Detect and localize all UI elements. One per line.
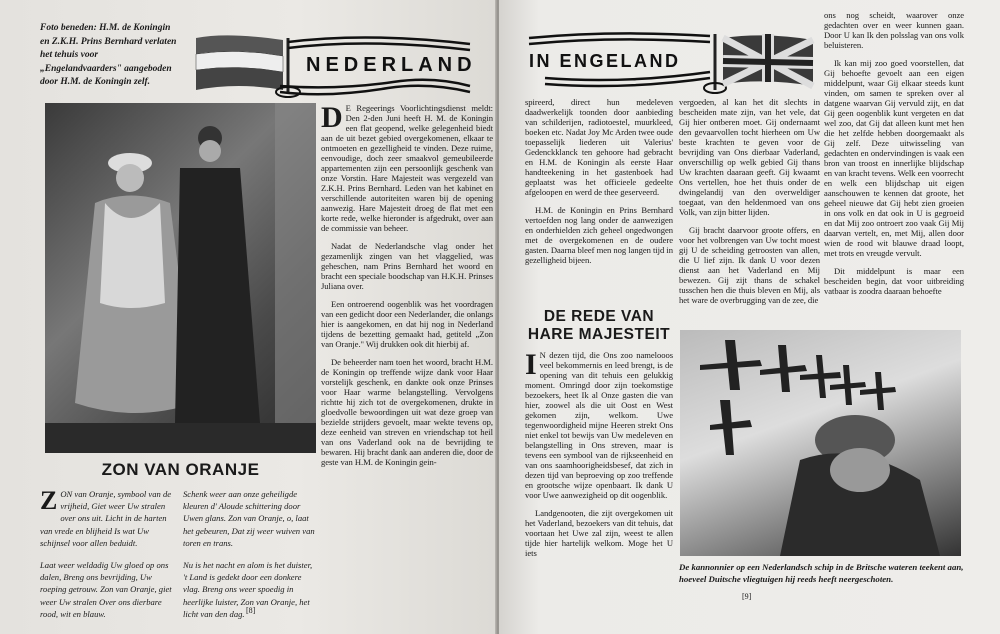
article-continued-column: [525, 97, 673, 273]
speech-title-line: DE REDE VAN: [543, 308, 655, 325]
poem-stanza: ON van Oranje, symbool van de vrijheid, Giet weer Uw stralen over ons uit. Licht in de harten van vrede en blijheid Is wat Uw schijnsel voor allen beduidt.: [40, 489, 172, 548]
banner-title: NEDERLAND: [306, 54, 477, 76]
drop-cap: I: [525, 348, 537, 381]
speech-paragraph: Gij bracht daarvoor groote offers, en voor het volbrengen van Uw tocht moest gij U de scheiding getroosten van allen, die U lief zijn. Ik dank U voor dezen dienst aan het Vaderland en Mij bewezen. Gij zijt thans de schakel tusschen hen die thuis bleven en Mij, als het ware de overbrugging van de zee, die: [679, 225, 820, 305]
poem-title: ZON VAN ORANJE: [101, 460, 260, 479]
poem-stanza: Schenk weer aan onze geheiligde kleuren d' Aloude schittering door Uwen glans. Zon van Oranje, o, laat het gebeuren, Dat zij weer wuiven van toren en trans.: [183, 489, 315, 548]
engeland-banner: [525, 28, 817, 96]
speech-title: [525, 308, 673, 344]
speech-column-3: [824, 10, 964, 304]
speech-column-1: [525, 350, 673, 566]
speech-title-line: HARE MAJESTEIT: [527, 326, 671, 343]
article-paragraph: Een ontroerend oogenblik was het voordragen van een gedicht door een Nederlander, die onlangs hier is aangekomen, en dat hij nog in Nederland tijdens de bezetting gemaakt had, getiteld „Zon van Oranje." Wij drukken ook dit hierbij af.: [321, 299, 493, 349]
page-number: [8]: [246, 606, 256, 615]
photo-caption-top: Foto beneden: H.M. de Koningin en Z.K.H. Prins Bernhard verlaten het tehuis voor „Engelandvaarders" aangeboden door H.M. de Koningin zelf.: [40, 23, 177, 87]
speech-paragraph: Dit middelpunt is maar een bescheiden begin, dat voor uitbreiding vatbaar is zoodra daaraan behoefte: [824, 266, 964, 296]
drop-cap: D: [321, 101, 343, 134]
page-number: [9]: [742, 592, 752, 601]
article-paragraph: E Regeerings Voorlichtingsdienst meldt: Den 2-den Juni heeft H. M. de Koningin een flat geopend, welke gelegenheid biedt aan de uit bezet gebied overgekomenen, elkaar te ontmoeten en gezelligheid te vinden. Deze ruime, eenvoudige, doch zeer smaakvol gemeubileerde appartementen zijn een persoonlijk geschenk van onze Vorstin. Hare Majesteit was vergezeld van Z.K.H. Prins Bernhard. Leden van het kabinet en verschillende autoriteiten waren bij de opening aanwezig. Hare Majesteit droeg de flat met een korte rede, welke hieronder is afgedrukt, over aan de commissie van beheer.: [321, 103, 493, 233]
right-page: [499, 0, 1000, 634]
speech-paragraph: Landgenooten, die zijt overgekomen uit het Vaderland, bezoekers van dit tehuis, dat voortaan het Uwe zal zijn, weest te allen tijde hier hartelijk welkom. Moge het U iets: [525, 508, 673, 558]
article-paragraph: H.M. de Koningin en Prins Bernhard vertoefden nog lang onder de aanwezigen en onderhielden zich geheel ongedwongen met de overgekomenen en de oudere gasten. Daarna bleef men nog langen tijd in gezelligheid bijeen.: [525, 205, 673, 265]
aircraft-tally-marks: [680, 330, 961, 556]
speech-paragraph: ons nog scheidt, waarover onze gedachten over en weer kunnen gaan. Door U kan Ik den polsslag van ons volk beluisteren.: [824, 10, 964, 50]
gunner-photo-caption: De kannonnier op een Nederlandsch schip in de Britsche wateren teekent aan, hoeveel Duitsche vliegtuigen hij reeds heeft neergeschoten.: [679, 562, 964, 584]
article-paragraph: spireerd, direct hun medeleven daadwerkelijk toonden door aanbieding van schilderijen, radiotoestel, muurkleed, boeken etc. Nadat Joy Mc Arden twee oude toepasselijk liederen uit Valerius' Gedenckklanck ten gehoore had gebracht en H.M. de Koningin als eerste Haar handteekening in het gastenboek had geplaatst was het officieele gedeelte afgeloopen en werd de thee geserveerd.: [525, 97, 673, 197]
banner-title: IN ENGELAND: [529, 51, 681, 71]
poem-stanza: Laat weer weldadig Uw gloed op ons dalen, Breng ons bevrijding, Uw roeping getrouw. Zon van Oranje, giet weer Uw stralen Over ons dierbare rood, wit en blauw.: [40, 560, 172, 619]
speech-column-2: [679, 97, 820, 313]
gunner-photo: [680, 330, 961, 556]
nederland-banner: [188, 30, 477, 102]
poem-drop-cap: Z: [40, 486, 58, 515]
article-paragraph: De beheerder nam toen het woord, bracht H.M. de Koningin op treffende wijze dank voor Haar vorstelijk geschenk, en dankte ook onze Prinses voor Haar warme belangstelling. Vervolgens richtte hij zich tot de overgekomenen, drukte in gloedvolle bewoordingen uit wat deze groep van bezielde strijders gevoelt, maar wekte tevens op, deze eenheid van streven en vriendschap tot heil van ons Vaderland ook na de bevrijding te bewaren. Hij bracht dank aan anderen die, door de geste van H.M. de Koningin gein-: [321, 357, 493, 467]
article-paragraph: Nadat de Nederlandsche vlag onder het gezamenlijk zingen van het vlaggelied, was geheschen, nam Prins Bernhard het woord en bracht een speciale boodschap van H.K.H. Prinses Juliana over.: [321, 241, 493, 291]
left-page: [0, 0, 497, 634]
speech-paragraph: N dezen tijd, die Ons zoo namelooos veel bekommernis en leed brengt, is de opening van dit tehuis een gelukkig moment. Omringd door zijn toekomstige bezoekers, heet Ik al Onze gasten die van hier, zoowel als die uit Oost en West gekomen zijn, welkom. Uwe tegenwoordigheid mijne Heeren strekt Ons niet enkel tot bewijs van Uw medeleven en belangstelling in Ons streven, maar is tevens een symbool van de rijkseenheid en van ons saamhoorigheidsbesef, dat zich in dezen tijd van beproeving op zoo treffende en grootsche wijze openbaart. Ik dank U voor Uwe aanwezigheid op dit oogenblik.: [525, 350, 673, 500]
speech-paragraph: vergoeden, al kan het dit slechts in bescheiden mate zijn, van het vele, dat Gij hier ontberen moet. Gij ondernaamt den gevaarvollen tocht hierheen om Uw beste krachten te geven voor de bevrijding van Ons dierbaar Vaderland, onverschillig op welk gebied Gij thans Uw krachten daaraan geeft. Gij kwaamt Ons vertellen, hoe het thuis onder de dwingelandij van den overweldiger toegaat, van den heldenmoed van ons Volk, van zijn bitter lijden.: [679, 97, 820, 217]
royal-couple-photo: [45, 103, 316, 453]
poem-column-left: [40, 488, 174, 630]
poem-stanza: Nu is het nacht en alom is het duister, 't Land is gedekt door een donkere vlag. Breng ons weer spoedig in heerlijke luister, Zon van Oranje, het licht van den dag.: [183, 560, 313, 619]
speech-paragraph: Ik kan mij zoo goed voorstellen, dat Gij behoefte gevoelt aan een eigen middelpunt, waar Gij elkaar steeds kunt vinden, om samen te spreken over al datgene waarvan Gij vervuld zijt, en dat Gij geen oogenblik kunt vergeten en dat wel zoo, dat Gij dat alleen kunt met hen die het zelfde hebben doorgemaakt als Gij zelf. Deze uitwisseling van gedachten en ondervindingen is vaak een bron van troost en innerlijke blijdschap en van kracht tevens. Welk een voorrecht en welk een blijdschap uit eigen aanschouwen te kennen dat groote, het geheel nieuwe dat Gij hebt zien groeien in ons volk en dat ook in U is gegroeid en dat Mij zoo ontroert zoo vaak Gij Mij daarvan vertelt, en, met Mij, allen door wien de rood wit blauwe draad loopt, met trots en vreugde vervult.: [824, 58, 964, 258]
photo-figures: [45, 103, 316, 453]
article-column: [321, 103, 493, 475]
